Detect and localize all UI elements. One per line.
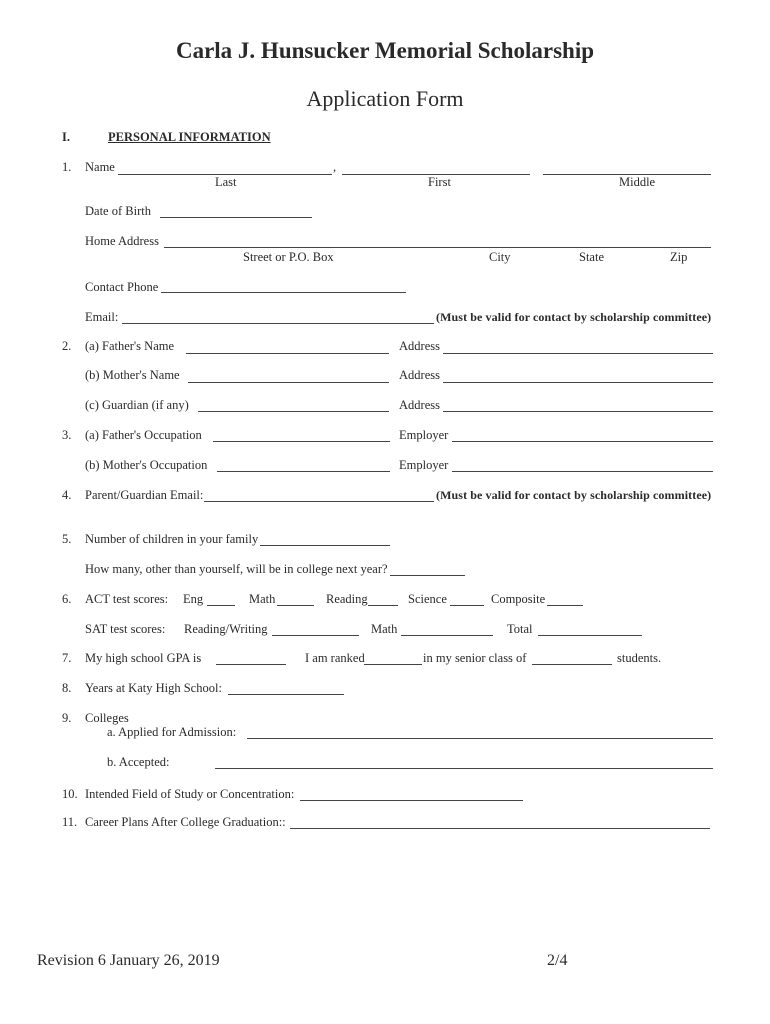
contact-phone-field[interactable] [161,292,406,293]
q7-number: 7. [62,651,72,665]
sat-reading-writing-field[interactable] [272,635,359,636]
q4-number: 4. [62,488,72,502]
accepted-label: b. Accepted: [107,755,170,769]
sat-total-field[interactable] [538,635,642,636]
college-next-year-field[interactable] [390,575,465,576]
rank-field[interactable] [364,664,422,665]
zip-sublabel: Zip [670,250,688,264]
last-sublabel: Last [215,175,237,189]
middle-sublabel: Middle [619,175,656,189]
mother-name-field[interactable] [188,382,389,383]
q1-number: 1. [62,160,72,174]
mother-address-label: Address [399,368,440,382]
q3-number: 3. [62,428,72,442]
years-katy-field[interactable] [228,694,344,695]
guardian-name-label: (c) Guardian (if any) [85,398,189,412]
q5-number: 5. [62,532,72,546]
state-sublabel: State [579,250,604,264]
children-field[interactable] [260,545,390,546]
sat-math-label: Math [371,622,398,636]
q6-number: 6. [62,592,72,606]
act-science-label: Science [408,592,447,606]
email-note: (Must be valid for contact by scholarship committee) [436,310,712,324]
gpa-label: My high school GPA is [85,651,202,665]
accepted-field[interactable] [215,768,713,769]
dob-label: Date of Birth [85,204,151,218]
applied-field[interactable] [247,738,713,739]
class-size-label: in my senior class of [423,651,527,665]
students-label: students. [617,651,662,665]
applied-label: a. Applied for Admission: [107,725,237,739]
mother-employer-field[interactable] [452,471,713,472]
name-label: Name [85,160,115,174]
sat-total-label: Total [507,622,533,636]
email-field[interactable] [122,323,434,324]
father-occupation-label: (a) Father's Occupation [85,428,202,442]
parent-email-field[interactable] [204,501,434,502]
father-name-label: (a) Father's Name [85,339,175,353]
q9-number: 9. [62,711,72,725]
name-comma: , [333,160,337,174]
city-sublabel: City [489,250,511,264]
q11-number: 11. [62,815,78,829]
guardian-name-field[interactable] [198,411,389,412]
class-size-field[interactable] [532,664,612,665]
act-eng-label: Eng [183,592,204,606]
gpa-field[interactable] [216,664,286,665]
q2-number: 2. [62,339,72,353]
ranked-label: I am ranked [305,651,365,665]
street-sublabel: Street or P.O. Box [243,250,334,264]
parent-email-note: (Must be valid for contact by scholarship committee) [436,488,712,502]
act-composite-field[interactable] [547,605,583,606]
first-sublabel: First [428,175,451,189]
father-employer-label: Employer [399,428,449,442]
father-address-label: Address [399,339,440,353]
career-plans-label: Career Plans After College Graduation:: [85,815,286,829]
children-label: Number of children in your family [85,532,259,546]
act-composite-label: Composite [491,592,546,606]
form-title: Carla J. Hunsucker Memorial Scholarship [175,38,595,63]
page-number: 2/4 [547,952,568,969]
home-address-field[interactable] [164,247,711,248]
act-reading-field[interactable] [368,605,398,606]
father-occupation-field[interactable] [213,441,390,442]
field-of-study-label: Intended Field of Study or Concentration: [85,787,295,801]
field-of-study-field[interactable] [300,800,523,801]
section-numeral: I. [62,130,70,144]
q8-number: 8. [62,681,72,695]
act-eng-field[interactable] [207,605,235,606]
act-math-label: Math [249,592,276,606]
act-math-field[interactable] [277,605,314,606]
guardian-address-label: Address [399,398,440,412]
act-reading-label: Reading [326,592,368,606]
home-address-label: Home Address [85,234,159,248]
mother-name-label: (b) Mother's Name [85,368,180,382]
form-subtitle: Application Form [306,86,464,111]
revision-note: Revision 6 January 26, 2019 [37,952,220,969]
mother-employer-label: Employer [399,458,449,472]
years-katy-label: Years at Katy High School: [85,681,222,695]
mother-occupation-field[interactable] [217,471,390,472]
act-science-field[interactable] [450,605,484,606]
mother-occupation-label: (b) Mother's Occupation [85,458,208,472]
father-address-field[interactable] [443,353,713,354]
parent-email-label: Parent/Guardian Email: [85,488,204,502]
career-plans-field[interactable] [290,828,710,829]
dob-field[interactable] [160,217,312,218]
father-name-field[interactable] [186,353,389,354]
sat-label: SAT test scores: [85,622,166,636]
colleges-label: Colleges [85,711,129,725]
mother-address-field[interactable] [443,382,713,383]
sat-math-field[interactable] [401,635,493,636]
act-label: ACT test scores: [85,592,169,606]
contact-phone-label: Contact Phone [85,280,159,294]
sat-reading-writing-label: Reading/Writing [184,622,268,636]
q10-number: 10. [62,787,78,801]
email-label: Email: [85,310,119,324]
father-employer-field[interactable] [452,441,713,442]
section-heading: PERSONAL INFORMATION [108,130,271,144]
guardian-address-field[interactable] [443,411,713,412]
college-next-year-label: How many, other than yourself, will be in college next year? [85,562,388,576]
